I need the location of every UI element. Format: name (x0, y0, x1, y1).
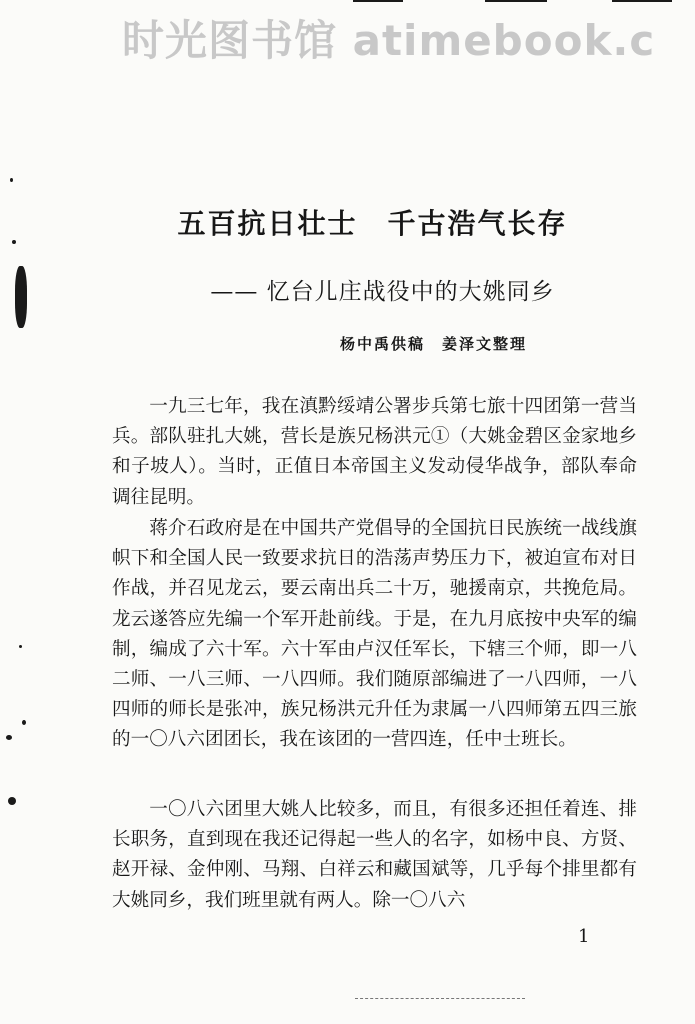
scan-rule-3 (612, 0, 672, 2)
scan-rule-1 (353, 0, 403, 2)
paragraph: 一〇八六团里大姚人比较多，而且，有很多还担任着连、排长职务，直到现在我还记得起一些人的名字，如杨中良、方贤、赵开禄、金仲刚、马翔、白祥云和藏国斌等，几乎每个排里都有大姚同乡，我们班里就有两人。除一〇八六 (112, 799, 637, 911)
page-number: 1 (578, 926, 590, 947)
paragraph: 一九三七年，我在滇黔绥靖公署步兵第七旅十四团第一营当兵。部队驻扎大姚，营长是族兄杨洪元①（大姚金碧区金家地乡和子坡人）。当时，正值日本帝国主义发动侵华战争，部队奉命调往昆明。 (112, 396, 637, 508)
scan-speck (22, 720, 26, 725)
watermark: 时光图书馆 atimebook.c (122, 16, 656, 65)
scan-bottom-line (355, 998, 525, 1000)
article-authors: 杨中禹供稿 姜泽文整理 (340, 335, 528, 353)
scan-speck (6, 735, 12, 740)
scan-speck (10, 178, 13, 182)
article-subtitle: —— 忆台儿庄战役中的大姚同乡 (210, 279, 555, 305)
scan-speck (8, 797, 16, 805)
article-title: 五百抗日壮士 千古浩气长存 (177, 207, 568, 240)
paragraph: 蒋介石政府是在中国共产党倡导的全国抗日民族统一战线旗帜下和全国人民一致要求抗日的浩荡声势压力下，被迫宣布对日作战，并召见龙云，要云南出兵二十万，驰援南京，共挽危局。龙云遂答应先编一个军开赴前线。于是，在九月底按中央军的编制，编成了六十军。六十军由卢汉任军长，下辖三个师，即一八二师、一八三师、一八四师。我们随原部编进了一八四师，一八四师的师长是张冲，族兄杨洪元升任为隶属一八四师第五四三旅的一〇八六团团长，我在该团的一营四连，任中士班长。 (112, 518, 637, 751)
scan-speck (19, 645, 22, 648)
scan-rule-2 (485, 0, 547, 2)
